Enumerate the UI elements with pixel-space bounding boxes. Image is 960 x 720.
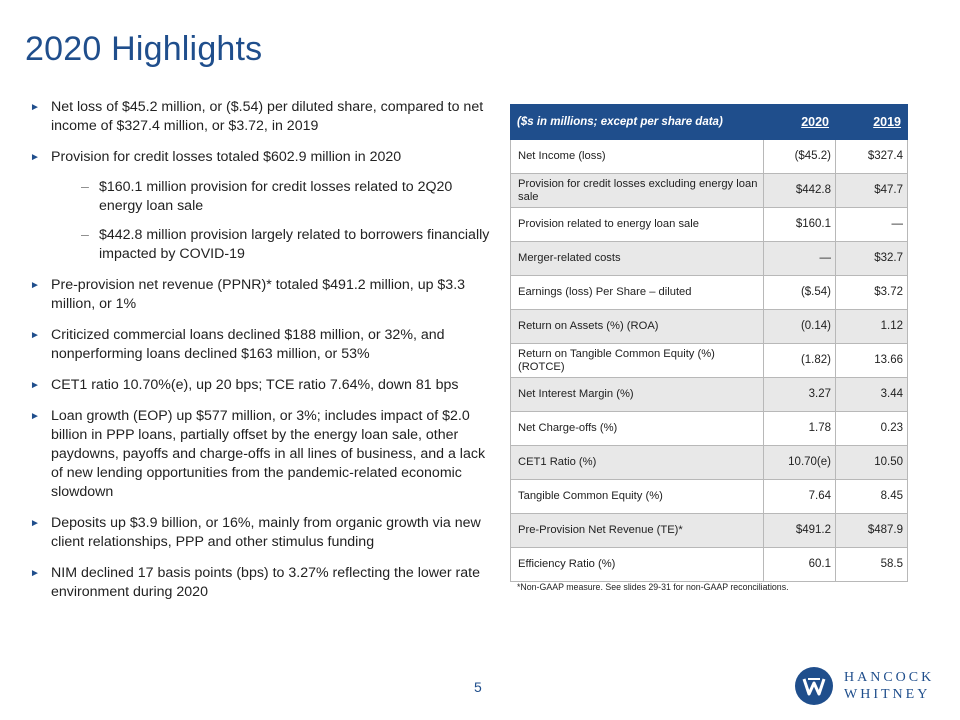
value-2019: — bbox=[836, 208, 908, 242]
page-number: 5 bbox=[474, 679, 482, 695]
row-label: Pre-Provision Net Revenue (TE)* bbox=[511, 514, 764, 548]
value-2020: 10.70(e) bbox=[764, 446, 836, 480]
value-2020: (1.82) bbox=[764, 344, 836, 378]
triangle-bullet-icon: ► bbox=[30, 411, 40, 422]
value-2020: 1.78 bbox=[764, 412, 836, 446]
highlight-item bbox=[30, 564, 490, 602]
table-row bbox=[511, 174, 908, 208]
table-row bbox=[511, 548, 908, 582]
value-2020: $160.1 bbox=[764, 208, 836, 242]
highlight-subtext: $160.1 million provision for credit losses related to 2Q20 energy loan sale bbox=[99, 179, 453, 214]
value-2019: 8.45 bbox=[836, 480, 908, 514]
value-2020: (0.14) bbox=[764, 310, 836, 344]
value-2019: 0.23 bbox=[836, 412, 908, 446]
row-label: Efficiency Ratio (%) bbox=[511, 548, 764, 582]
triangle-bullet-icon: ► bbox=[30, 380, 40, 391]
dash-bullet-icon: – bbox=[81, 179, 89, 195]
row-label: Return on Assets (%) (ROA) bbox=[511, 310, 764, 344]
table-row bbox=[511, 446, 908, 480]
row-label: Merger-related costs bbox=[511, 242, 764, 276]
highlight-item bbox=[30, 326, 490, 364]
highlight-item bbox=[30, 148, 490, 264]
table-header-metric: ($s in millions; except per share data) bbox=[511, 105, 764, 140]
value-2020: $442.8 bbox=[764, 174, 836, 208]
row-label: Earnings (loss) Per Share – diluted bbox=[511, 276, 764, 310]
table-footnote: *Non-GAAP measure. See slides 29-31 for non-GAAP reconciliations. bbox=[517, 582, 789, 592]
highlight-subtext: $442.8 million provision largely related to borrowers financially impacted by COVID-19 bbox=[99, 227, 490, 262]
financial-summary-table-container bbox=[510, 104, 907, 582]
triangle-bullet-icon: ► bbox=[30, 102, 40, 113]
table-row bbox=[511, 344, 908, 378]
highlight-subitem bbox=[51, 226, 490, 264]
value-2020: ($45.2) bbox=[764, 140, 836, 174]
highlight-text: Deposits up $3.9 billion, or 16%, mainly from organic growth via new client relationships, PPP and other stimulus funding bbox=[51, 515, 481, 550]
value-2019: 1.12 bbox=[836, 310, 908, 344]
highlight-item bbox=[30, 376, 490, 395]
row-label: Tangible Common Equity (%) bbox=[511, 480, 764, 514]
value-2019: 10.50 bbox=[836, 446, 908, 480]
row-label: Net Charge-offs (%) bbox=[511, 412, 764, 446]
highlight-text: Pre-provision net revenue (PPNR)* totaled $491.2 million, up $3.3 million, or 1% bbox=[51, 277, 466, 312]
hw-shield-mark-icon bbox=[794, 666, 834, 706]
triangle-bullet-icon: ► bbox=[30, 280, 40, 291]
logo-wordmark bbox=[844, 669, 934, 703]
table-row bbox=[511, 276, 908, 310]
value-2019: $487.9 bbox=[836, 514, 908, 548]
page-title: 2020 Highlights bbox=[25, 30, 263, 68]
triangle-bullet-icon: ► bbox=[30, 568, 40, 579]
hancock-whitney-logo bbox=[794, 662, 934, 710]
table-row bbox=[511, 378, 908, 412]
value-2019: 58.5 bbox=[836, 548, 908, 582]
table-header-2020: 2020 bbox=[764, 105, 836, 140]
value-2020: 7.64 bbox=[764, 480, 836, 514]
dash-bullet-icon: – bbox=[81, 227, 89, 243]
row-label: CET1 Ratio (%) bbox=[511, 446, 764, 480]
triangle-bullet-icon: ► bbox=[30, 330, 40, 341]
highlight-text: Criticized commercial loans declined $188 million, or 32%, and nonperforming loans declined $163 million, or 53% bbox=[51, 327, 445, 362]
logo-line-2: WHITNEY bbox=[844, 687, 931, 702]
row-label: Net Interest Margin (%) bbox=[511, 378, 764, 412]
highlight-text: Loan growth (EOP) up $577 million, or 3%; includes impact of $2.0 billion in PPP loans, partially offset by the energy loan sale, other paydowns, payoffs and charge-offs in all lines of business, and a lack of new lending opportunities from the pandemic-related economic slowdown bbox=[51, 408, 486, 500]
value-2019: $47.7 bbox=[836, 174, 908, 208]
table-row bbox=[511, 310, 908, 344]
table-header-row bbox=[511, 105, 908, 140]
table-row bbox=[511, 412, 908, 446]
value-2019: 13.66 bbox=[836, 344, 908, 378]
value-2020: 3.27 bbox=[764, 378, 836, 412]
row-label: Provision for credit losses excluding energy loan sale bbox=[511, 174, 764, 208]
highlight-sublist bbox=[51, 178, 490, 264]
value-2020: — bbox=[764, 242, 836, 276]
table-row bbox=[511, 480, 908, 514]
highlight-item bbox=[30, 514, 490, 552]
highlight-item bbox=[30, 98, 490, 136]
value-2019: $3.72 bbox=[836, 276, 908, 310]
value-2019: $327.4 bbox=[836, 140, 908, 174]
logo-line-1: HANCOCK bbox=[844, 670, 935, 685]
highlight-text: Net loss of $45.2 million, or ($.54) per diluted share, compared to net income of $327.4 million, or $3.72, in 2019 bbox=[51, 99, 484, 134]
highlight-text: CET1 ratio 10.70%(e), up 20 bps; TCE ratio 7.64%, down 81 bps bbox=[51, 377, 459, 393]
table-row bbox=[511, 242, 908, 276]
table-row bbox=[511, 140, 908, 174]
table-row bbox=[511, 514, 908, 548]
value-2019: $32.7 bbox=[836, 242, 908, 276]
table-header-2019: 2019 bbox=[836, 105, 908, 140]
highlight-text: NIM declined 17 basis points (bps) to 3.27% reflecting the lower rate environment during 2020 bbox=[51, 565, 480, 600]
value-2020: 60.1 bbox=[764, 548, 836, 582]
triangle-bullet-icon: ► bbox=[30, 152, 40, 163]
financial-summary-table bbox=[510, 104, 908, 582]
triangle-bullet-icon: ► bbox=[30, 518, 40, 529]
highlight-item bbox=[30, 407, 490, 502]
row-label: Provision related to energy loan sale bbox=[511, 208, 764, 242]
highlight-text: Provision for credit losses totaled $602.9 million in 2020 bbox=[51, 149, 402, 165]
row-label: Return on Tangible Common Equity (%) (ROTCE) bbox=[511, 344, 764, 378]
value-2020: $491.2 bbox=[764, 514, 836, 548]
value-2020: ($.54) bbox=[764, 276, 836, 310]
highlights-list bbox=[30, 98, 490, 614]
highlight-item bbox=[30, 276, 490, 314]
row-label: Net Income (loss) bbox=[511, 140, 764, 174]
value-2019: 3.44 bbox=[836, 378, 908, 412]
table-row bbox=[511, 208, 908, 242]
highlight-subitem bbox=[51, 178, 490, 216]
